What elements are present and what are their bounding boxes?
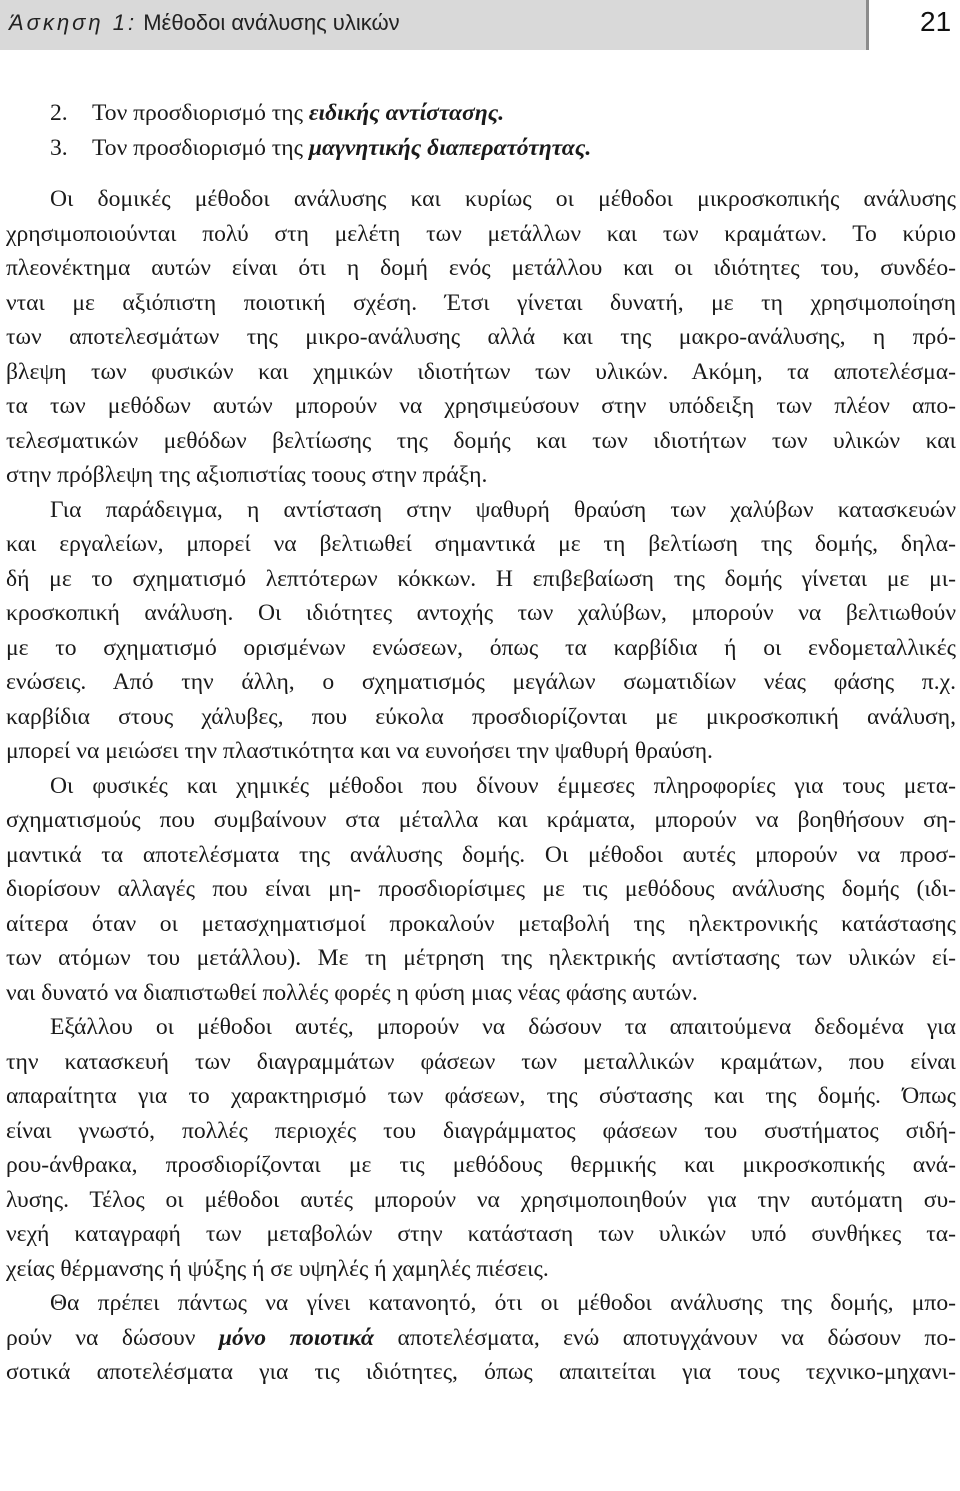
text-run: ρούν να δώσουν — [6, 1324, 219, 1351]
text-line: χείας θέρμανσης ή ψύξης ή σε υψηλές ή χαμηλές πιέσεις. — [6, 1255, 549, 1282]
text-line: είναι γνωστό, πολλές περιοχές του διαγράμματος φάσεων του συστήματος σιδή- — [6, 1117, 956, 1144]
list-number: 2. — [50, 100, 68, 126]
text-line: πλεονέκτημα αυτών είναι ότι η δομή ενός μετάλλου και οι ιδιότητες του, συνδέο- — [6, 255, 956, 281]
paragraph — [6, 769, 956, 1011]
paragraph — [6, 1286, 956, 1390]
text-line: δή με το σχηματισμό λεπτότερων κόκκων. Η επιβεβαίωση της δομής γίνεται με μι- — [6, 565, 956, 592]
text-line: κροσκοπική ανάλυση. Οι ιδιότητες αντοχής των χαλύβων, μπορούν να βελτιωθούν — [6, 600, 956, 626]
list-number: 3. — [50, 134, 68, 161]
list-emphasis: ειδικής αντίστασης. — [308, 100, 505, 126]
text-line: Οι δομικές μέθοδοι ανάλυσης και κυρίως οι μέθοδοι μικροσκοπικής ανάλυσης — [50, 186, 956, 212]
text-line: καρβίδια στους χάλυβες, που εύκολα προσδιορίζονται με μικροσκοπική ανάλυση, — [6, 703, 956, 730]
header-chapter-title: Μέθοδοι ανάλυσης υλικών — [143, 10, 400, 35]
paragraph — [6, 1010, 956, 1286]
text-line: την κατασκευή των διαγραμμάτων φάσεων των μεταλλικών κραμάτων, που είναι — [6, 1048, 956, 1075]
paragraph — [6, 493, 956, 769]
text-line — [6, 1321, 956, 1356]
list-emphasis: μαγνητικής διαπερατότητας. — [308, 134, 592, 161]
text-line: Εξάλλου οι μέθοδοι αυτές, μπορούν να δώσουν τα απαιτούμενα δεδομένα για — [50, 1014, 956, 1040]
list-text: Τον προσδιορισμό της — [92, 134, 309, 161]
text-line: των αποτελεσμάτων της μικρο-ανάλυσης αλλά και της μακρο-ανάλυσης, η πρό- — [6, 324, 956, 350]
paragraph — [6, 182, 956, 493]
text-line: νται με αξιόπιστη ποιοτική σχέση. Έτσι γίνεται δυνατή, με τη χρησιμοποίηση — [6, 289, 956, 316]
text-line: τελεσματικών μεθόδων βελτίωσης της δομής και των ιδιοτήτων των υλικών και — [6, 427, 956, 454]
text-line: σοτικά αποτελέσματα για τις ιδιότητες, όπως απαιτείται για τους τεχνικο-μηχανι- — [6, 1359, 956, 1385]
text-line: μπορεί να μειώσει την πλαστικότητα και να ευνοήσει την ψαθυρή θραύση. — [6, 738, 713, 764]
text-line: με το σχηματισμό ορισμένων ενώσεων, όπως τα καρβίδια ή οι ενδομεταλλικές — [6, 634, 956, 661]
text-line: λυσης. Τέλος οι μέθοδοι αυτές μπορούν να χρησιμοποιηθούν για την αυτόματη συ- — [6, 1186, 956, 1213]
text-line: τα των μεθόδων αυτών μπορούν να χρησιμεύσουν στην υπόδειξη των πλέον απο- — [6, 393, 956, 419]
list-item — [6, 131, 956, 166]
text-line: απαραίτητα για το χαρακτηρισμό των φάσεων, της σύστασης και της δομής. Όπως — [6, 1083, 956, 1109]
text-line: μαντικά τα αποτελέσματα της ανάλυσης δομής. Οι μέθοδοι αυτές μπορούν να προσ- — [6, 841, 956, 868]
text-line: Οι φυσικές και χημικές μέθοδοι που δίνουν έμμεσες πληροφορίες για τους μετα- — [50, 772, 956, 799]
emphasis-text: μόνο ποιοτικά — [218, 1324, 374, 1351]
text-line: Θα πρέπει πάντως να γίνει κατανοητό, ότι οι μέθοδοι ανάλυσης της δομής, μπο- — [50, 1290, 956, 1316]
list-item — [6, 96, 956, 131]
text-line: βλεψη των φυσικών και χημικών ιδιοτήτων των υλικών. Ακόμη, τα αποτελέσμα- — [6, 358, 956, 385]
text-line: στην πρόβλεψη της αξιοπιστίας τοους στην πράξη. — [6, 462, 488, 488]
text-line: και εργαλείων, μπορεί να βελτιωθεί σημαντικά με τη βελτίωση της δομής, δηλα- — [6, 531, 956, 557]
text-line: ρου-άνθρακα, προσδιορίζονται με τις μεθόδους θερμικής και μικροσκοπικής ανά- — [6, 1152, 956, 1178]
text-line: διορίσουν αλλαγές που είναι μη- προσδιορίσιμες με τις μεθόδους ανάλυσης δομής (ιδι- — [6, 876, 956, 902]
page-body — [6, 96, 956, 1390]
text-run: αποτελέσματα, ενώ αποτυγχάνουν να δώσουν πο- — [373, 1324, 956, 1351]
running-header — [0, 0, 869, 50]
text-line: ναι δυνατό να διαπιστωθεί πολλές φορές η φύση μιας νέας φάσης αυτών. — [6, 979, 698, 1006]
text-line: σχηματισμούς που συμβαίνουν στα μέταλλα και κράματα, μπορούν να βοηθήσουν ση- — [6, 807, 956, 833]
text-line: αίτερα όταν οι μετασχηματισμοί προκαλούν μεταβολή της ηλεκτρονικής κατάστασης — [6, 910, 956, 937]
text-line: νεχή καταγραφή των μεταβολών στην κατάσταση των υλικών υπό συνθήκες τα- — [6, 1221, 956, 1247]
text-line: Για παράδειγμα, η αντίσταση στην ψαθυρή θραύση των χαλύβων κατασκευών — [50, 496, 956, 523]
text-line: χρησιμοποιούνται πολύ στη μελέτη των μετάλλων και των κραμάτων. Το κύριο — [6, 220, 956, 247]
text-line: ενώσεις. Από την άλλη, ο σχηματισμός μεγάλων σωματιδίων νέας φάσης π.χ. — [6, 669, 956, 695]
text-line: των ατόμων του μετάλλου). Με τη μέτρηση της ηλεκτρικής αντίστασης των υλικών εί- — [6, 945, 956, 971]
header-exercise: Άσκηση 1: — [9, 10, 138, 35]
list-text: Τον προσδιορισμό της — [92, 100, 309, 126]
page-number: 21 — [920, 6, 952, 37]
header-title — [9, 10, 400, 36]
